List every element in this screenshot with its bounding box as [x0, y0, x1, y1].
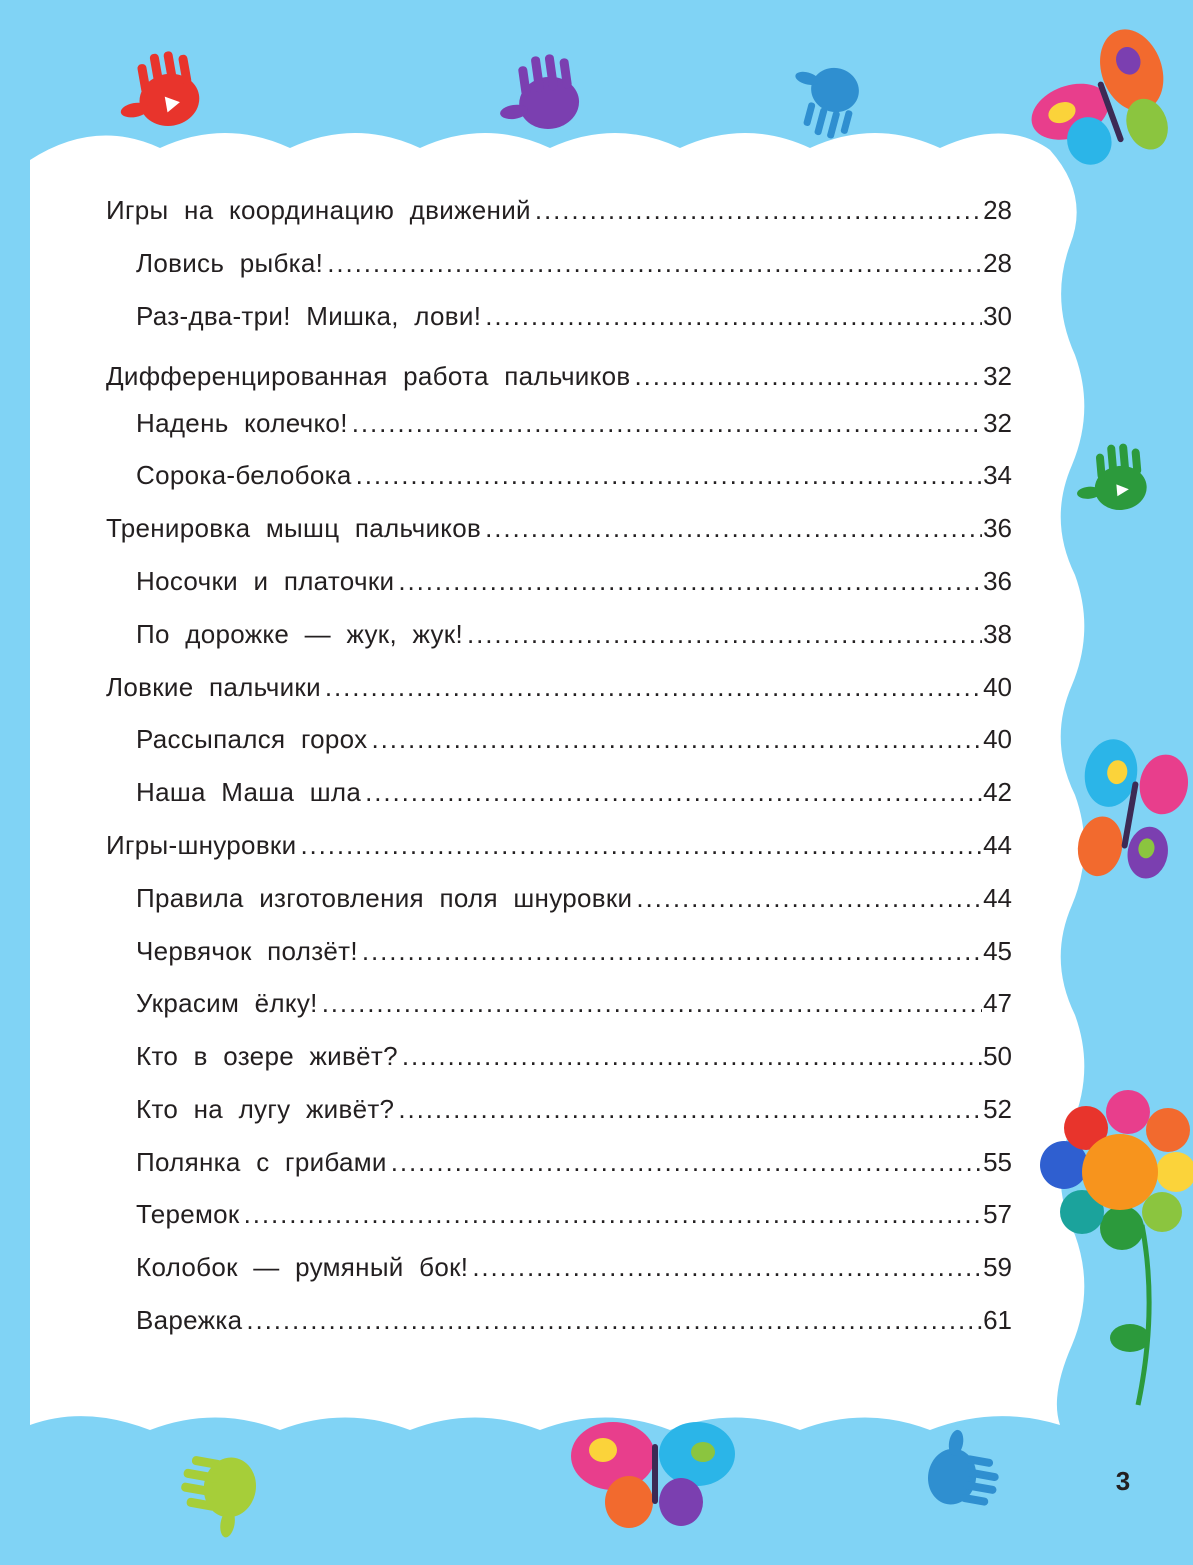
toc-entry-title: Игры на координацию движений	[106, 195, 531, 225]
toc-entry-page: 34	[983, 460, 1012, 490]
toc-entry[interactable]	[136, 772, 1012, 812]
toc-entry-title: Ловись рыбка!	[136, 248, 324, 278]
toc-entry[interactable]	[136, 1194, 1012, 1234]
toc-entry-page: 42	[983, 777, 1012, 807]
toc-leader-dots	[246, 1300, 982, 1340]
toc-entry[interactable]	[136, 1142, 1012, 1182]
toc-leader-dots	[391, 1142, 982, 1182]
toc-entry[interactable]	[106, 508, 1012, 548]
toc-entry-title: Рассыпался горох	[136, 724, 368, 754]
toc-entry-title: Полянка с грибами	[136, 1147, 387, 1177]
handprint-icon	[1073, 442, 1148, 514]
toc-entry-title: Червячок ползёт!	[136, 936, 358, 966]
toc-leader-dots	[300, 825, 982, 865]
toc-leader-dots	[371, 719, 982, 759]
toc-entry-page: 50	[983, 1041, 1012, 1071]
butterfly-icon	[1067, 735, 1193, 889]
handprint-icon	[493, 51, 583, 135]
toc-entry[interactable]	[106, 667, 1012, 707]
toc-entry-title: Носочки и платочки	[136, 566, 395, 596]
toc-entry-page: 36	[983, 513, 1012, 543]
handprint-icon	[174, 1450, 261, 1542]
toc-entry-page: 45	[983, 936, 1012, 966]
toc-entry[interactable]	[136, 931, 1012, 971]
toc-leader-dots	[485, 296, 982, 336]
toc-entry-title: Варежка	[136, 1305, 243, 1335]
toc-leader-dots	[472, 1247, 982, 1287]
toc-entry-page: 47	[983, 988, 1012, 1018]
handprint-icon	[782, 58, 864, 143]
toc-leader-dots	[325, 667, 982, 707]
toc-entry-title: Теремок	[136, 1199, 240, 1229]
toc-entry-page: 28	[983, 248, 1012, 278]
page-number: 3	[1115, 1466, 1131, 1496]
toc-entry[interactable]	[106, 190, 1012, 230]
toc-entry-page: 44	[983, 830, 1012, 860]
toc-entry-title: Украсим ёлку!	[136, 988, 318, 1018]
toc-entry-page: 28	[983, 195, 1012, 225]
toc-leader-dots	[244, 1194, 982, 1234]
toc-entry-page: 52	[983, 1094, 1012, 1124]
handprint-icon	[112, 47, 204, 134]
toc-entry-page: 44	[983, 883, 1012, 913]
toc-entry[interactable]	[136, 296, 1012, 336]
toc-entry-title: Тренировка мышц пальчиков	[106, 513, 482, 543]
toc-entry[interactable]	[136, 1300, 1012, 1340]
toc-entry[interactable]	[136, 1089, 1012, 1129]
toc-entry-title: Наша Маша шла	[136, 777, 362, 807]
toc-leader-dots	[535, 190, 982, 230]
handprint-icon	[924, 1426, 1006, 1512]
toc-entry[interactable]	[136, 719, 1012, 759]
toc-entry-page: 59	[983, 1252, 1012, 1282]
toc-entry-title: Правила изготовления поля шнуровки	[136, 883, 633, 913]
toc-leader-dots	[485, 508, 982, 548]
toc-entry-page: 55	[983, 1147, 1012, 1177]
toc-leader-dots	[398, 1089, 982, 1129]
toc-entry-title: Раз-два-три! Мишка, лови!	[136, 301, 482, 331]
toc-entry-title: Кто в озере живёт?	[136, 1041, 398, 1071]
toc-entry-page: 61	[983, 1305, 1012, 1335]
toc-entry-title: По дорожке — жук, жук!	[136, 619, 463, 649]
toc-entry[interactable]	[106, 356, 1012, 396]
toc-leader-dots	[634, 356, 982, 396]
toc-entry-title: Дифференцированная работа пальчиков	[106, 361, 631, 391]
toc-entry-title: Игры-шнуровки	[106, 830, 297, 860]
toc-entry-page: 40	[983, 724, 1012, 754]
toc-entry-page: 30	[983, 301, 1012, 331]
toc-entry[interactable]	[136, 561, 1012, 601]
toc-leader-dots	[356, 455, 982, 495]
toc-entry[interactable]	[136, 243, 1012, 283]
toc-leader-dots	[327, 243, 982, 283]
toc-entry-title: Кто на лугу живёт?	[136, 1094, 395, 1124]
toc-entry[interactable]	[136, 1036, 1012, 1076]
toc-entry[interactable]	[106, 825, 1012, 865]
toc-entry-page: 32	[983, 408, 1012, 438]
toc-entry[interactable]	[136, 878, 1012, 918]
toc-entry-title: Колобок — румяный бок!	[136, 1252, 469, 1282]
toc-leader-dots	[365, 772, 982, 812]
toc-leader-dots	[398, 561, 982, 601]
toc-entry[interactable]	[136, 614, 1012, 654]
toc-entry-page: 36	[983, 566, 1012, 596]
toc-entry[interactable]	[136, 1247, 1012, 1287]
toc-entry-title: Надень колечко!	[136, 408, 348, 438]
toc-entry[interactable]	[136, 983, 1012, 1023]
toc-entry-page: 32	[983, 361, 1012, 391]
toc-entry-page: 57	[983, 1199, 1012, 1229]
toc-leader-dots	[467, 614, 982, 654]
toc-leader-dots	[402, 1036, 982, 1076]
toc-leader-dots	[322, 983, 982, 1023]
toc-leader-dots	[352, 403, 982, 443]
toc-leader-dots	[362, 931, 982, 971]
toc-entry[interactable]	[136, 403, 1012, 443]
toc-entry-page: 38	[983, 619, 1012, 649]
toc-entry-title: Ловкие пальчики	[106, 672, 321, 702]
toc-entry-page: 40	[983, 672, 1012, 702]
butterfly-icon	[571, 1422, 735, 1528]
toc-leader-dots	[636, 878, 982, 918]
toc-entry[interactable]	[136, 455, 1012, 495]
toc-entry-title: Сорока-белобока	[136, 460, 352, 490]
